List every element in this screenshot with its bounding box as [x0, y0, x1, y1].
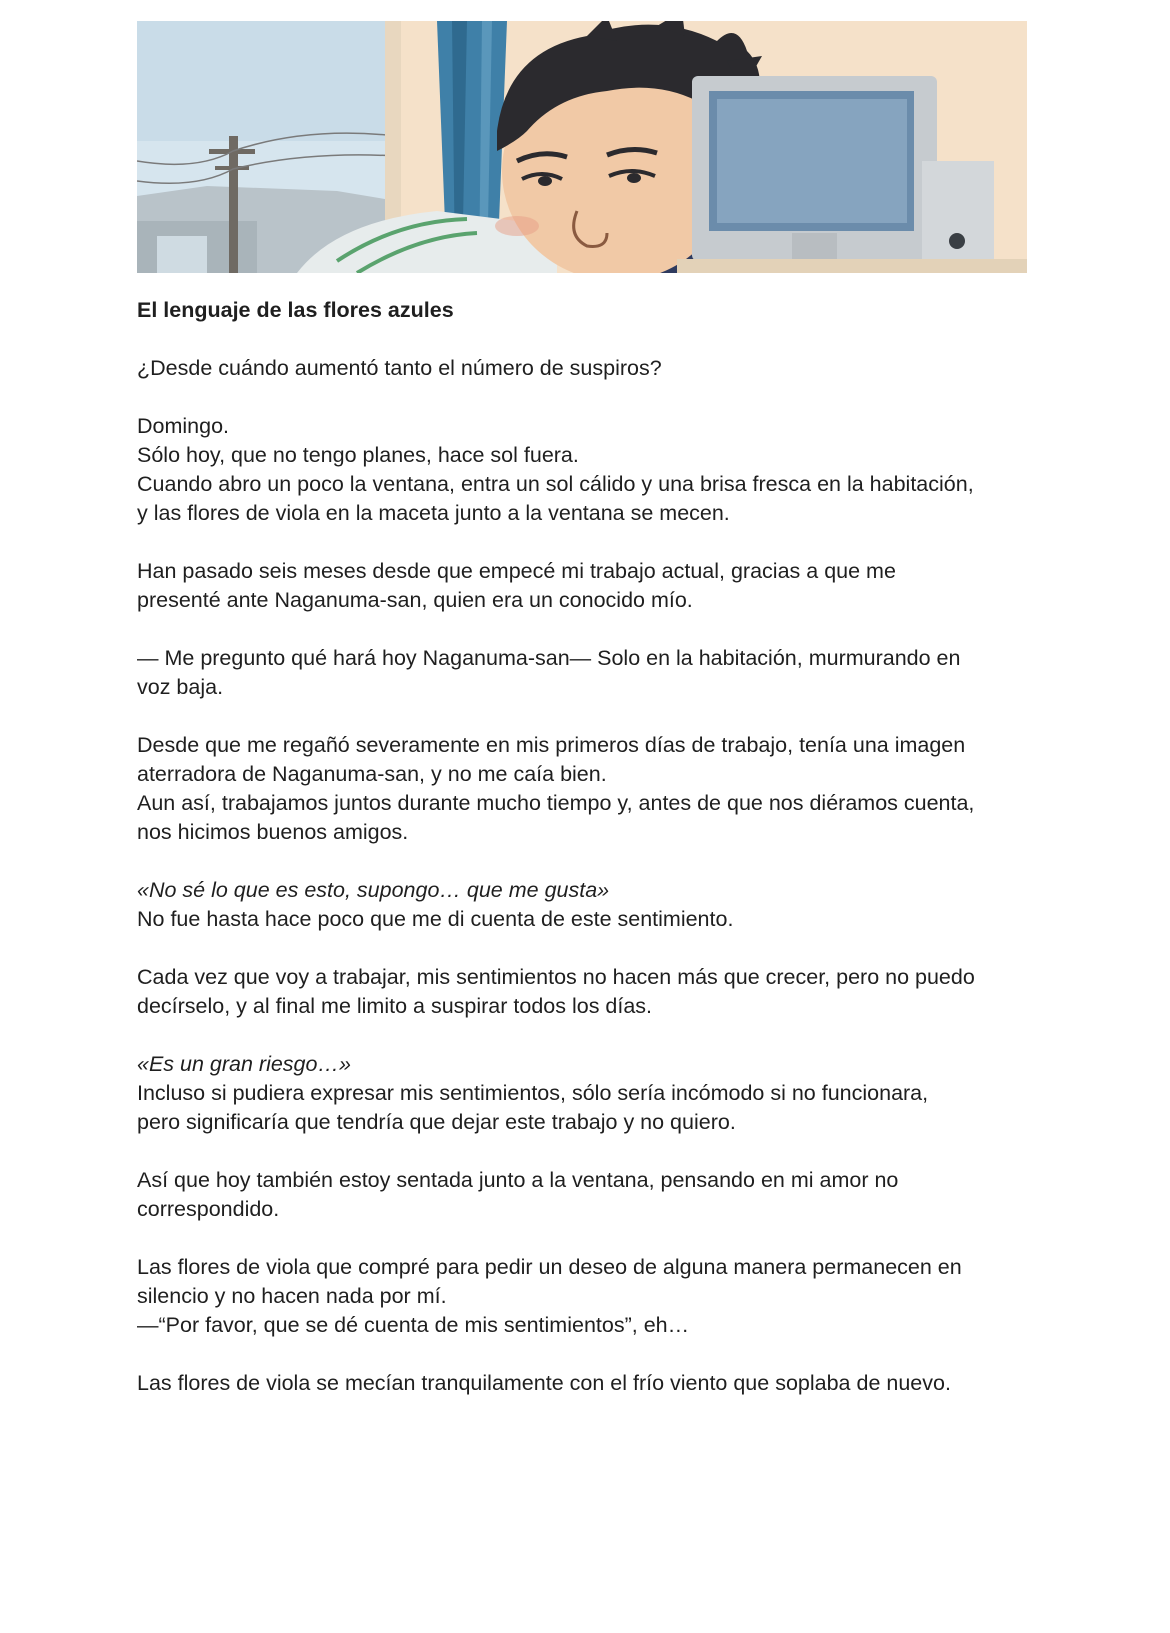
- story-line: Cada vez que voy a trabajar, mis sentimientos no hacen más que crecer, pero no puedo: [137, 965, 975, 989]
- story-line: nos hicimos buenos amigos.: [137, 820, 409, 844]
- story-line: voz baja.: [137, 675, 224, 699]
- story-paragraph: [137, 412, 1037, 528]
- story-line: Desde que me regañó severamente en mis primeros días de trabajo, tenía una imagen: [137, 733, 966, 757]
- story-paragraph: [137, 1253, 1037, 1340]
- story-line: «Es un gran riesgo…»: [137, 1052, 351, 1076]
- story-line: Cuando abro un poco la ventana, entra un sol cálido y una brisa fresca en la habitación,: [137, 472, 974, 496]
- story-paragraph: [137, 963, 1037, 1021]
- manga-illustration-icon: [137, 21, 1027, 273]
- story-line: presenté ante Naganuma-san, quien era un conocido mío.: [137, 588, 693, 612]
- story-line: ¿Desde cuándo aumentó tanto el número de suspiros?: [137, 356, 662, 380]
- story-line: Incluso si pudiera expresar mis sentimientos, sólo sería incómodo si no funcionara,: [137, 1081, 929, 1105]
- story-paragraph: [137, 876, 1037, 934]
- story-line: pero significaría que tendría que dejar este trabajo y no quiero.: [137, 1110, 736, 1134]
- story-line: silencio y no hacen nada por mí.: [137, 1284, 447, 1308]
- story-line: — Me pregunto qué hará hoy Naganuma-san— Solo en la habitación, murmurando en: [137, 646, 961, 670]
- story-line: Aun así, trabajamos juntos durante mucho tiempo y, antes de que nos diéramos cuenta,: [137, 791, 975, 815]
- header-illustration: [137, 21, 1027, 273]
- story-paragraph: [137, 354, 1037, 383]
- story-paragraph: [137, 1166, 1037, 1224]
- story-line: Las flores de viola que compré para pedir un deseo de alguna manera permanecen en: [137, 1255, 962, 1279]
- story-line: «No sé lo que es esto, supongo… que me gusta»: [137, 878, 610, 902]
- story-line: correspondido.: [137, 1197, 280, 1221]
- story-line: Así que hoy también estoy sentada junto a la ventana, pensando en mi amor no: [137, 1168, 899, 1192]
- story-title: El lenguaje de las flores azules: [137, 298, 454, 322]
- story-line: Han pasado seis meses desde que empecé mi trabajo actual, gracias a que me: [137, 559, 896, 583]
- story-line: aterradora de Naganuma-san, y no me caía bien.: [137, 762, 607, 786]
- story-line: —“Por favor, que se dé cuenta de mis sentimientos”, eh…: [137, 1313, 690, 1337]
- story-paragraphs: [137, 354, 1037, 1398]
- story-paragraph: [137, 731, 1037, 847]
- story-paragraph: [137, 1369, 1037, 1398]
- story-line: Domingo.: [137, 414, 230, 438]
- story-paragraph: [137, 557, 1037, 615]
- story-paragraph: [137, 1050, 1037, 1137]
- story-line: No fue hasta hace poco que me di cuenta de este sentimiento.: [137, 907, 734, 931]
- story-line: decírselo, y al final me limito a suspirar todos los días.: [137, 994, 653, 1018]
- story-text: [137, 296, 1037, 1427]
- story-paragraph: [137, 644, 1037, 702]
- story-line: Sólo hoy, que no tengo planes, hace sol fuera.: [137, 443, 579, 467]
- story-line: Las flores de viola se mecían tranquilamente con el frío viento que soplaba de nuevo.: [137, 1371, 951, 1395]
- story-line: y las flores de viola en la maceta junto a la ventana se mecen.: [137, 501, 730, 525]
